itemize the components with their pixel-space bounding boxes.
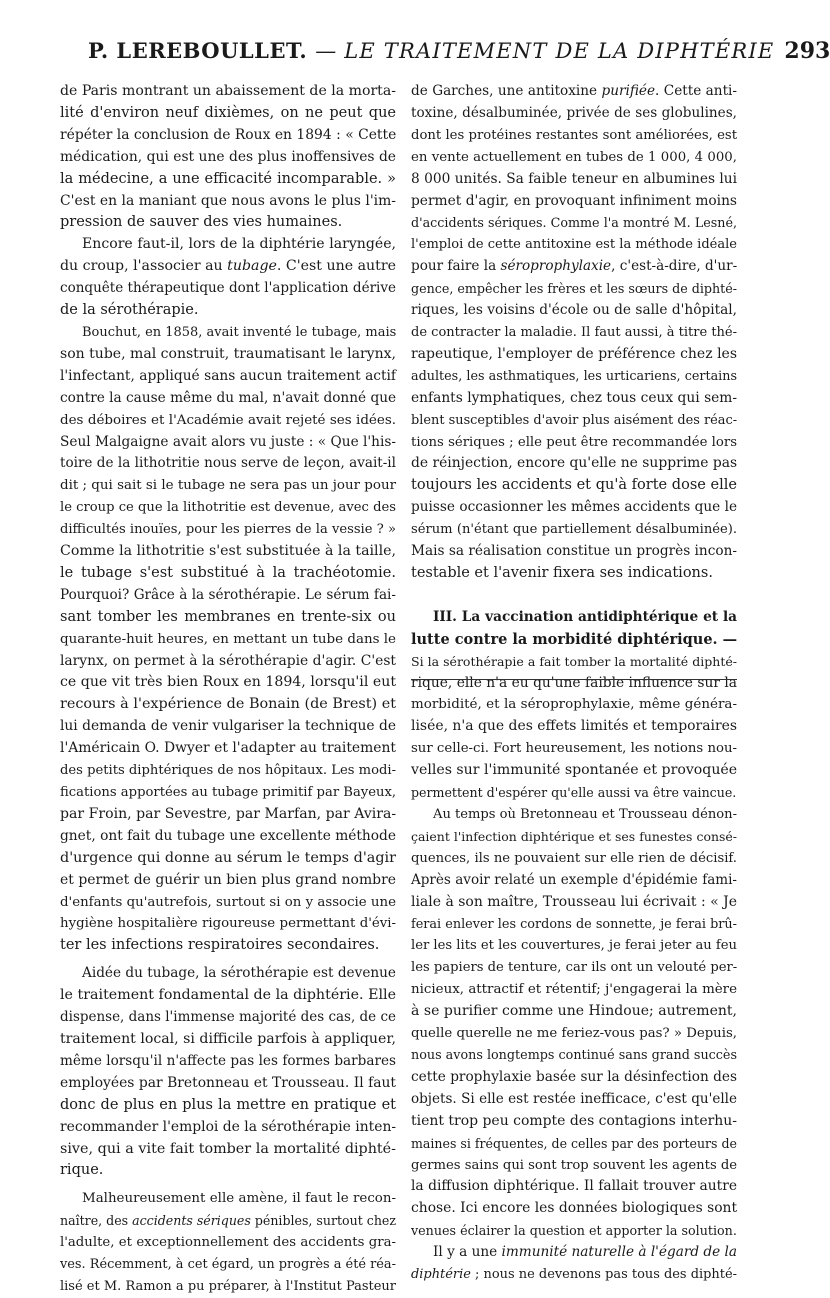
left-paragraph-2: [60, 234, 396, 322]
text-line: lisée, n'a que des effets limités et temporaires: [411, 718, 738, 735]
text-line: toujours les accidents et qu'à forte dose elle: [411, 477, 737, 494]
emphasis-seroprophylaxie: séroprophylaxie: [500, 258, 612, 275]
text-line: fications apportées au tubage primitif par Bayeux,: [60, 785, 397, 800]
text-line: puisse occasionner les mêmes accidents que le: [411, 499, 738, 516]
section-heading-line: III. La vaccination antidiphtérique et la: [433, 608, 737, 625]
left-column: [60, 81, 396, 1298]
text-line: dit ; qui sait si le tubage ne sera pas un jour pour: [60, 478, 396, 494]
text-line: Encore faut-il, lors de la diphtérie laryngée,: [82, 236, 396, 253]
text-line: nous avons longtemps continué sans grand succès: [411, 1047, 737, 1063]
text-line: venues éclairer la question et apporter la solution.: [411, 1223, 737, 1239]
text-line: ce que vit très bien Roux en 1894, lorsqu'il eut: [60, 674, 396, 691]
text-run: . C'est une autre: [276, 258, 396, 275]
text-line: lisé et M. Ramon a pu préparer, à l'Institut Pasteur: [60, 1278, 396, 1294]
text-line: ter les infections respiratoires secondaires.: [60, 937, 380, 954]
text-line: [411, 81, 737, 103]
text-line: sur celle-ci. Fort heureusement, les notions nou-: [411, 741, 737, 757]
text-line: [411, 1264, 737, 1286]
right-paragraph-4: [411, 1242, 737, 1286]
text-line: çaient l'infection diphtérique et ses funestes consé-: [411, 828, 737, 844]
text-line: la médecine, a une efficacité incomparable. »: [60, 170, 396, 187]
text-run: , c'est-à-dire, d'ur-: [611, 258, 738, 275]
text-line: cette prophylaxie basée sur la désinfection des: [411, 1068, 737, 1085]
text-run: ; nous ne devenons pas tous des diphté-: [470, 1267, 737, 1283]
text-line: même lorsqu'il n'affecte pas les formes barbares: [60, 1052, 396, 1069]
text-line: blent susceptibles d'avoir plus aisément des réac-: [411, 412, 738, 428]
text-line: conquête thérapeutique dont l'application dérive: [60, 280, 396, 297]
text-run: Il y a une: [433, 1244, 502, 1261]
text-line: Pourquoi? Grâce à la sérothérapie. Le sérum fai-: [60, 586, 396, 603]
left-paragraph-5: [60, 1188, 396, 1298]
text-line: liale à son maître, Trousseau lui écrivait : « Je: [411, 893, 737, 910]
text-line: enfants lymphatiques, chez tous ceux qui sem-: [411, 389, 737, 406]
text-line: sérum (n'étant que partiellement désalbuminée).: [411, 522, 737, 538]
text-line: traitement local, si difficile parfois à appliquer,: [60, 1030, 396, 1047]
text-line: des déboires et l'Académie avait rejeté ses idées.: [60, 412, 396, 428]
text-line: Si la sérothérapie a fait tomber la mortalité diphté-: [411, 653, 737, 669]
text-run: pour faire la: [411, 258, 501, 275]
text-line: permet d'agir, en provoquant infiniment moins: [411, 192, 737, 209]
text-line: le traitement fondamental de la diphtérie. Elle: [60, 987, 396, 1004]
text-line: lui demanda de venir vulgariser la technique de: [60, 718, 396, 735]
text-line: quarante-huit heures, en mettant un tube dans le: [60, 631, 396, 647]
left-paragraph-4: [60, 963, 396, 1182]
text-line: quelle querelle ne me feriez-vous pas? » Depuis,: [411, 1026, 737, 1042]
text-line: d'urgence qui donne au sérum le temps d'agir: [60, 849, 396, 866]
text-line: Bouchut, en 1858, avait inventé le tubage, mais: [82, 324, 397, 340]
text-line: sant tomber les membranes en trente-six ou: [60, 608, 396, 625]
text-line: Après avoir relaté un exemple d'épidémie fami-: [411, 871, 737, 888]
text-line: difficultés inouïes, pour les pierres de la vessie ? »: [60, 522, 396, 538]
emphasis-accidents-seriques: accidents sériques: [132, 1213, 251, 1229]
text-line: et permet de guérir un bien plus grand nombre: [60, 871, 396, 888]
text-line: quences, ils ne pouvaient sur elle rien de décisif.: [411, 850, 737, 866]
left-paragraph-1: [60, 81, 396, 234]
text-line: maines si fréquentes, de celles par des porteurs de: [411, 1135, 737, 1151]
text-line: dispense, dans l'immense majorité des cas, de ce: [60, 1009, 396, 1026]
text-line: à se purifier comme une Hindoue; autrement,: [411, 1003, 737, 1020]
text-line: Mais sa réalisation constitue un progrès incon-: [411, 543, 737, 560]
text-line: de Paris montrant un abaissement de la morta-: [60, 83, 396, 99]
text-line: employées par Bretonneau et Trousseau. Il faut: [60, 1074, 396, 1091]
text-line: gnet, ont fait du tubage une excellente méthode: [60, 827, 396, 844]
text-line: dont les protéines restantes sont améliorées, est: [411, 127, 737, 143]
text-line: lité d'environ neuf dixièmes, on ne peut que: [60, 104, 396, 121]
text-line: contre la cause même du mal, n'avait donné que: [60, 389, 397, 406]
text-line: toire de la lithotritie nous serve de leçon, avait-il: [60, 455, 396, 472]
text-line: germes sains qui sont trop souvent les agents de: [411, 1157, 738, 1173]
text-line: Aidée du tubage, la sérothérapie est devenue: [82, 965, 396, 982]
text-line: velles sur l'immunité spontanée et provoquée: [411, 762, 738, 779]
text-line: hygiène hospitalière rigoureuse permettant d'évi-: [60, 916, 396, 932]
text-run: pénibles, surtout chez: [250, 1213, 397, 1229]
text-run: naître, des: [60, 1213, 133, 1229]
text-line: [60, 1210, 396, 1232]
text-line: le tubage s'est substitué à la trachéotomie.: [60, 564, 396, 581]
text-line: les papiers de tenture, car ils ont un velouté per-: [411, 960, 738, 976]
text-line: son tube, mal construit, traumatisant le larynx,: [60, 345, 397, 362]
text-run: du croup, l'associer au: [60, 258, 228, 275]
text-line: recommander l'emploi de la sérothérapie inten-: [60, 1118, 397, 1135]
running-header: [88, 38, 830, 80]
page-number: 293: [784, 38, 830, 64]
text-line: toxine, désalbuminée, privée de ses globulines,: [411, 104, 737, 121]
text-run: de Garches, une antitoxine: [411, 83, 602, 99]
text-line: Malheureusement elle amène, il faut le recon-: [82, 1191, 396, 1207]
text-line: d'enfants qu'autrefois, surtout si on y associe une: [60, 894, 396, 910]
section-heading-line: lutte contre la morbidité diphtérique. —: [411, 630, 738, 648]
emphasis-diphterie: diphtérie: [411, 1267, 471, 1283]
text-line: donc de plus en plus la mettre en pratique et: [60, 1096, 396, 1113]
emphasis-purifiee: purifiée: [601, 83, 656, 99]
header-separator: —: [315, 39, 337, 63]
text-line: de réinjection, encore qu'elle ne supprime pas: [411, 455, 738, 472]
text-line: 8 000 unités. Sa faible teneur en albumines lui: [411, 170, 737, 187]
text-line: l'infectant, appliqué sans aucun traitement actif: [60, 367, 396, 384]
text-line: ler les lits et les couvertures, je ferai jeter au feu: [411, 938, 737, 954]
text-line: testable et l'avenir fixera ses indications.: [411, 564, 713, 581]
text-line: Seul Malgaigne avait alors vu juste : « Que l'his-: [60, 433, 396, 450]
text-line: d'accidents sériques. Comme l'a montré M. Lesné,: [411, 215, 737, 231]
text-line: l'emploi de cette antitoxine est la méthode idéale: [411, 237, 737, 253]
text-line: médication, qui est une des plus inoffensives de: [60, 148, 396, 165]
section-rule-top: [411, 679, 737, 680]
text-line: la diffusion diphtérique. Il fallait trouver autre: [411, 1178, 737, 1195]
text-line: de contracter la maladie. Il faut aussi, à titre thé-: [411, 324, 738, 340]
text-line: rapeutique, l'employer de préférence chez les: [411, 345, 737, 362]
text-line: C'est en la maniant que nous avons le plus l'im-: [60, 192, 396, 209]
text-line: tient trop peu compte des contagions interhu-: [411, 1112, 738, 1129]
text-run: . Cette anti-: [655, 83, 737, 99]
text-line: adultes, les asthmatiques, les urticariens, certains: [411, 368, 737, 384]
right-paragraph-2: [411, 651, 737, 804]
text-line: gence, empêcher les frères et les sœurs de diphté-: [411, 281, 737, 297]
emphasis-immunite-naturelle: immunité naturelle à l'égard de la: [501, 1244, 738, 1261]
text-line: larynx, on permet à la sérothérapie d'agir. C'est: [60, 652, 396, 669]
text-line: ferai enlever les cordons de sonnette, je ferai brû-: [411, 916, 737, 932]
text-line: en vente actuellement en tubes de 1 000, 4 000,: [411, 149, 737, 165]
text-line: des petits diphtériques de nos hôpitaux. Les modi-: [60, 763, 397, 779]
text-line: permettent d'espérer qu'elle aussi va être vaincue.: [411, 785, 737, 801]
text-line: le croup ce que la lithotritie est devenue, avec des: [60, 500, 396, 516]
right-paragraph-3: [411, 804, 737, 1242]
header-author: P. LEREBOULLET.: [88, 38, 308, 63]
text-line: par Froin, par Sevestre, par Marfan, par Avira-: [60, 805, 397, 822]
text-line: objets. Si elle est restée inefficace, c'est qu'elle: [411, 1090, 737, 1107]
right-column: [411, 81, 737, 1286]
header-title: LE TRAITEMENT DE LA DIPHTÉRIE: [344, 39, 775, 63]
text-line: de la sérothérapie.: [60, 302, 199, 319]
text-line: [411, 1242, 737, 1264]
text-line: répéter la conclusion de Roux en 1894 : « Cette: [60, 126, 397, 143]
text-line: rique.: [60, 1162, 104, 1179]
emphasis-tubage: tubage: [227, 258, 277, 275]
text-line: morbidité, et la séroprophylaxie, même généra-: [411, 697, 737, 713]
text-line: Comme la lithotritie s'est substituée à la taille,: [60, 543, 396, 560]
text-line: Au temps où Bretonneau et Trousseau dénon-: [433, 807, 738, 822]
text-line: sive, qui a vite fait tomber la mortalité diphté-: [60, 1140, 396, 1157]
text-line: rique, elle n'a eu qu'une faible influence sur la: [411, 674, 737, 691]
text-line: chose. Ici encore les données biologiques sont: [411, 1200, 738, 1217]
text-line: tions sériques ; elle peut être recommandée lors: [411, 434, 737, 450]
left-paragraph-3: [60, 322, 396, 957]
text-line: pression de sauver des vies humaines.: [60, 214, 343, 231]
text-line: ves. Récemment, à cet égard, un progrès a été réa-: [60, 1257, 396, 1273]
text-line: l'adulte, et exceptionnellement des accidents gra-: [60, 1235, 396, 1251]
text-line: riques, les voisins d'école ou de salle d'hôpital,: [411, 302, 737, 319]
section-gap: [411, 585, 737, 607]
text-line: [60, 256, 396, 278]
text-line: [411, 256, 737, 278]
text-line: l'Américain O. Dwyer et l'adapter au traitement: [60, 740, 396, 757]
text-line: nicieux, attractif et rétentif; j'engagerai la mère: [411, 982, 737, 998]
section-heading: [411, 607, 737, 651]
right-paragraph-1: [411, 81, 737, 585]
text-line: recours à l'expérience de Bonain (de Brest) et: [60, 696, 396, 713]
